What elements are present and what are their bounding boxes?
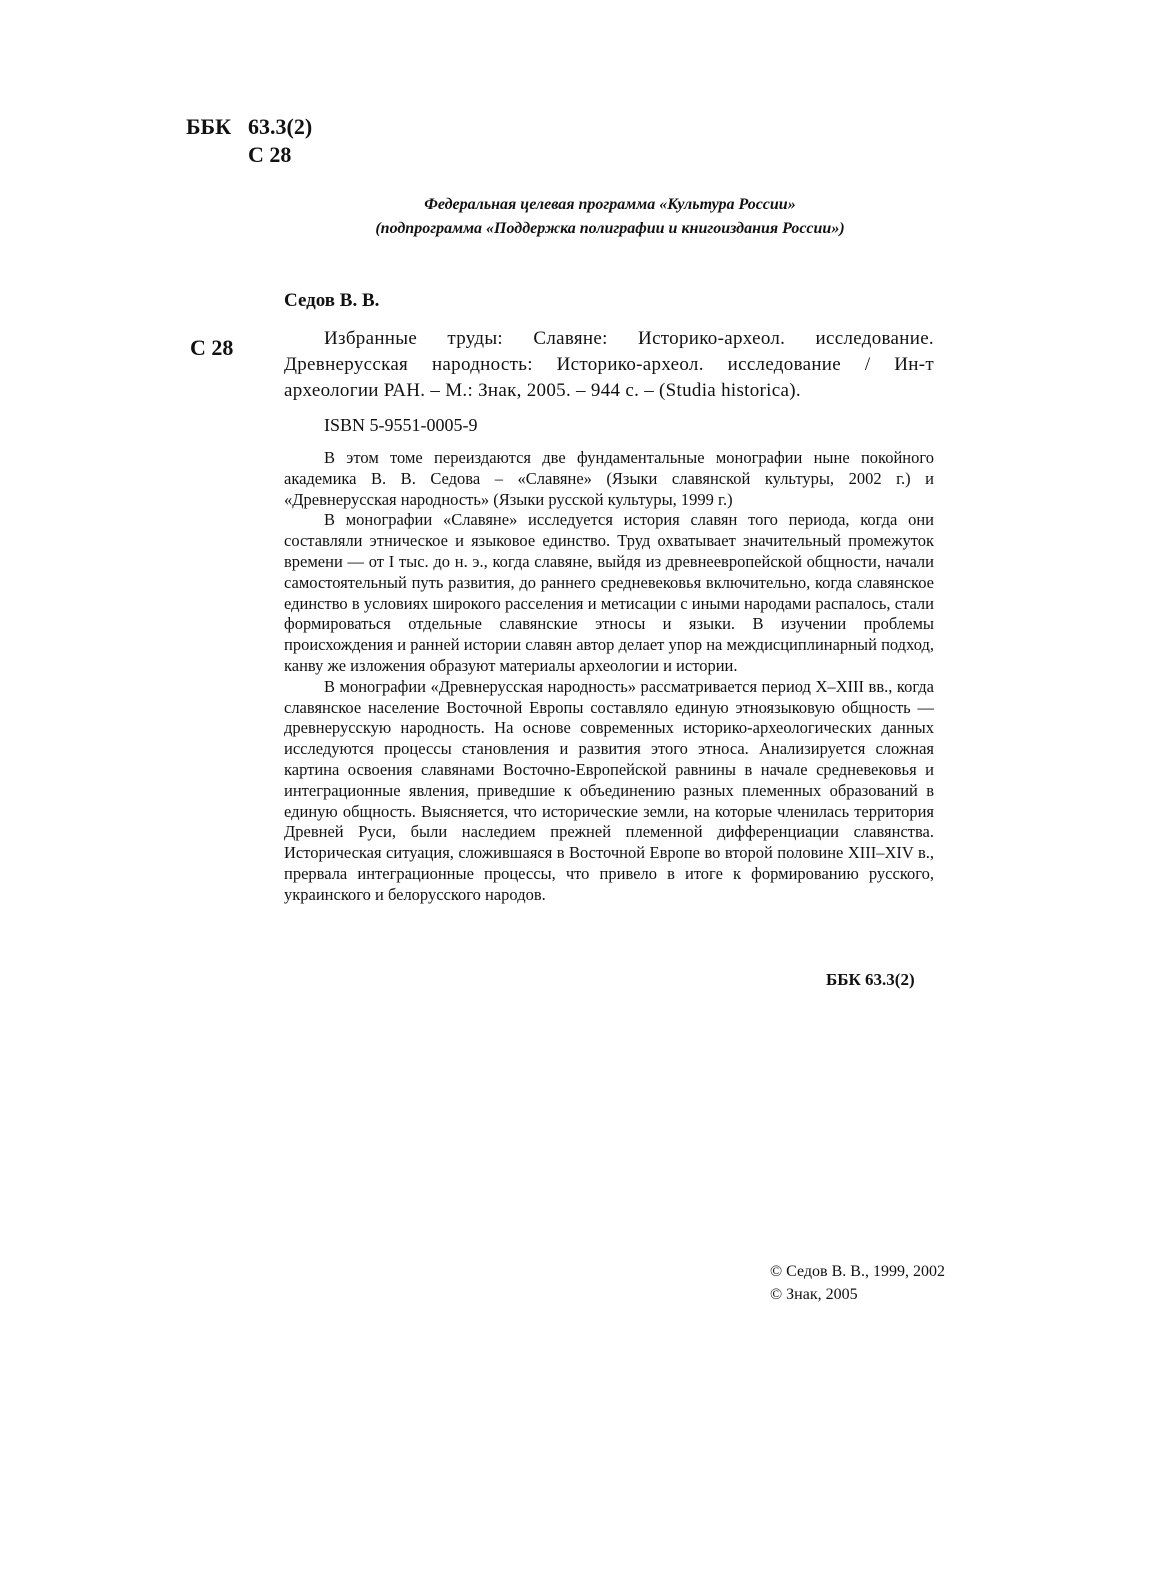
bbk-code: 63.3(2) <box>248 114 313 139</box>
copyright-block <box>770 1260 945 1306</box>
author-heading: Седов В. В. <box>284 290 380 311</box>
bbk-row <box>186 113 312 141</box>
program-line-1: Федеральная целевая программа «Культура России» <box>424 196 796 213</box>
bibliographic-description: Избранные труды: Славяне: Историко-археол. исследование. Древнерусская народность: Историко-археол. исследование / Ин-т археологии РАН. – М.: Знак, 2005. – 944 с. – (Studia historica). <box>284 328 934 401</box>
annotation-paragraph: В монографии «Древнерусская народность» рассматривается период X–XIII вв., когда славянское население Восточной Европы составляло единую этноязыковую общность — древнерусскую народность. На основе современных историко-археологических данных исследуются процессы становления и развития этого этноса. Анализируется сложная картина освоения славянами Восточно-Европейской равнины в начале средневековья и интеграционные явления, приведшие к объединению разных племенных образований в единую общность. Выясняется, что исторические земли, на которые членилась территория Древней Руси, были наследием прежней племенной дифференциации славянства. Историческая ситуация, сложившаяся в Восточной Европе во второй половине XIII–XIV в., прервала интеграционные процессы, что привело в итоге к формированию русского, украинского и белорусского народов. <box>284 676 934 904</box>
isbn: ISBN 5-9551-0005-9 <box>324 415 478 435</box>
author-mark: С 28 <box>248 142 292 167</box>
federal-program-note <box>330 193 890 241</box>
copyright-author: © Седов В. В., 1999, 2002 <box>770 1263 945 1280</box>
annotation-paragraph: В монографии «Славяне» исследуется история славян того периода, когда они составляли этническое и языковое единство. Труд охватывает значительный промежуток времени — от I тыс. до н. э., когда славяне, выйдя из древнеевропейской общности, начали самостоятельный путь развития, до раннего средневековья включительно, когда славянское единство в условиях широкого расселения и метисации с иными народами распалось, стали формироваться отдельные славянские этносы и языки. В изучении проблемы происхождения и ранней истории славян автор делает упор на междисциплинарный подход, канву же изложения образуют материалы археологии и истории. <box>284 510 934 675</box>
catalog-mark: С 28 <box>190 335 234 360</box>
bbk-classification-block <box>186 113 312 169</box>
program-line-2: (подпрограмма «Поддержка полиграфии и книгоиздания России») <box>375 220 845 237</box>
bbk-label: ББК <box>186 114 232 139</box>
annotation <box>284 448 934 906</box>
annotation-paragraph: В этом томе переиздаются две фундаментальные монографии ныне покойного академика В. В. Седова – «Славяне» (Языки славянской культуры, 2002 г.) и «Древнерусская народность» (Языки русской культуры, 1999 г.) <box>284 448 934 509</box>
bbk-footer-code: ББК 63.3(2) <box>826 970 915 989</box>
copyright-publisher: © Знак, 2005 <box>770 1286 858 1303</box>
